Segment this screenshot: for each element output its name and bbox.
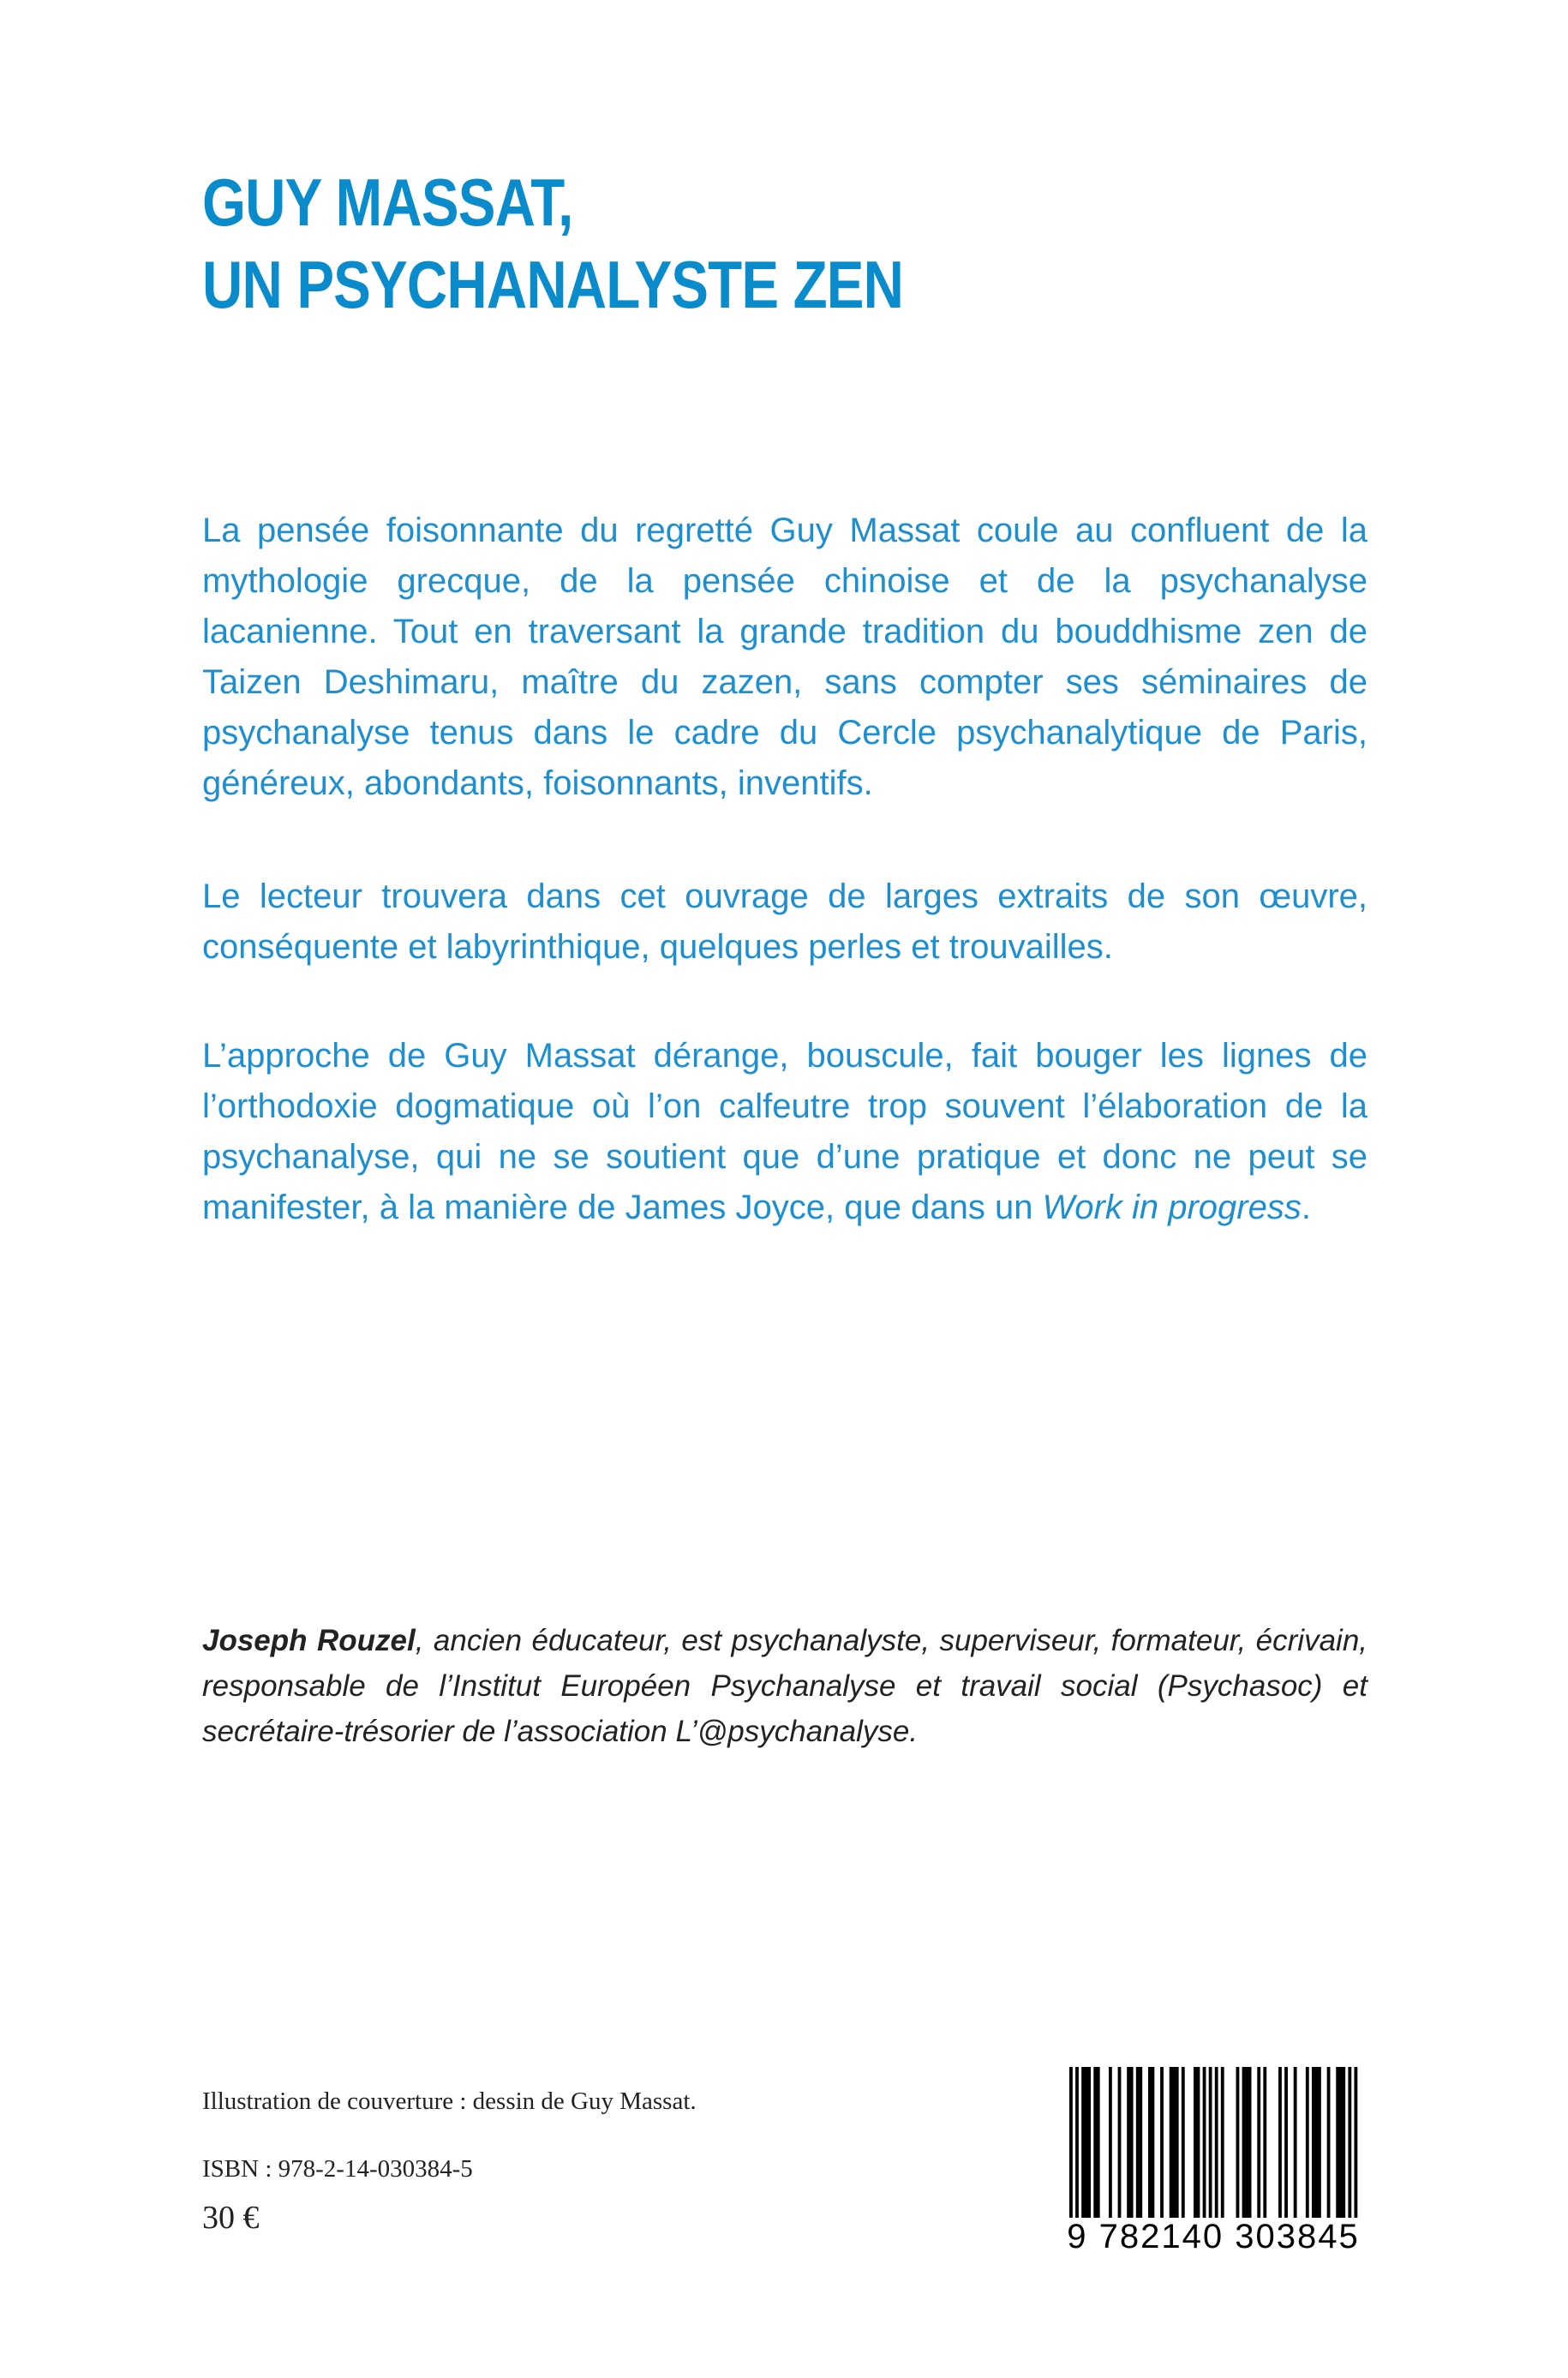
barcode-bar [1172, 2067, 1176, 2221]
barcode-bar [1097, 2067, 1100, 2221]
barcode-bar [1139, 2067, 1142, 2221]
title-line-1: GUY MASSAT, [202, 165, 573, 240]
barcode-bar [1257, 2067, 1260, 2221]
barcode-bar [1093, 2067, 1097, 2221]
barcode-bar [1336, 2067, 1339, 2221]
barcode-bar [1085, 2067, 1088, 2221]
illustration-credit: Illustration de couverture : dessin de Guy Massat. [202, 2087, 697, 2115]
barcode-digits: 9 782140 303845 [1059, 2218, 1368, 2255]
barcode-bar [1215, 2067, 1218, 2221]
barcode-bar [1209, 2067, 1212, 2221]
barcode-bar [1242, 2067, 1246, 2221]
barcode-bar [1342, 2067, 1345, 2221]
barcode-bar [1248, 2067, 1252, 2221]
author-bio-text: , ancien éducateur, est psychanalyste, superviseur, formateur, écrivain, responsable de l’Institut Européen Psychanalyse et travail social (Psychasoc) et secrétaire-trésorier de l’association L’@psychanalyse. [202, 1624, 1368, 1748]
barcode-bar [1354, 2067, 1357, 2221]
barcode-bar [1194, 2067, 1197, 2221]
book-title [202, 161, 903, 326]
blurb-3-period: . [1301, 1189, 1311, 1226]
barcode-bar [1263, 2067, 1266, 2221]
author-bio [202, 1618, 1368, 1754]
barcode-bar [1245, 2067, 1248, 2221]
barcode-bar [1182, 2067, 1185, 2221]
blurb-3-text: L’approche de Guy Massat dérange, bouscule, fait bouger les lignes de l’orthodoxie dogmatique où l’on calfeutre trop souvent l’élaboration de la psychanalyse, qui ne se soutient que d’une pratique et donc ne peut se manifester, à la manière de James Joyce, que dans un [202, 1037, 1368, 1226]
barcode-bar [1069, 2067, 1073, 2221]
barcode-bar [1197, 2067, 1200, 2221]
isbn-barcode [1059, 2067, 1368, 2255]
barcode-bar [1160, 2067, 1164, 2221]
barcode-bar [1075, 2067, 1079, 2221]
barcode-bar [1278, 2067, 1282, 2221]
barcode-bar [1306, 2067, 1309, 2221]
barcode-bar [1151, 2067, 1154, 2221]
price: 30 € [202, 2200, 260, 2236]
barcode-bar [1127, 2067, 1130, 2221]
barcode-bar [1109, 2067, 1112, 2221]
blurb-paragraph-3 [202, 1031, 1368, 1233]
barcode-bar [1318, 2067, 1321, 2221]
barcode-bar [1348, 2067, 1351, 2221]
barcode-bar [1314, 2067, 1318, 2221]
barcode-bar [1236, 2067, 1240, 2221]
barcode-bar [1118, 2067, 1122, 2221]
barcode-bar [1136, 2067, 1140, 2221]
author-name: Joseph Rouzel [202, 1624, 416, 1657]
barcode-bar [1148, 2067, 1152, 2221]
barcode-bar [1221, 2067, 1224, 2221]
barcode-bar [1327, 2067, 1331, 2221]
isbn-number: ISBN : 978-2-14-030384-5 [202, 2155, 473, 2183]
blurb-paragraph-2: Le lecteur trouvera dans cet ouvrage de larges extraits de son œuvre, conséquente et labyrinthique, quelques perles et trouvailles. [202, 878, 1368, 966]
work-title-italic: Work in progress [1042, 1189, 1302, 1226]
barcode-bar [1176, 2067, 1179, 2221]
barcode-bars [1059, 2067, 1368, 2221]
barcode-bar [1339, 2067, 1343, 2221]
blurb-paragraph-1: La pensée foisonnante du regretté Guy Massat coule au confluent de la mythologie grecque, de la pensée chinoise et de la psychanalyse lacanienne. Tout en traversant la grande tradition du bouddhisme zen de Taizen Deshimaru, maître du zazen, sans compter ses séminaires de psychanalyse tenus dans le cadre du Cercle psychanalytique de Paris, généreux, abondants, foisonnants, inventifs. [202, 512, 1368, 802]
title-line-2: UN PSYCHANALYSTE ZEN [202, 247, 904, 322]
barcode-bar [1081, 2067, 1085, 2221]
barcode-bar [1170, 2067, 1173, 2221]
barcode-bar [1203, 2067, 1206, 2221]
barcode-bar [1284, 2067, 1288, 2221]
barcode-bar [1294, 2067, 1297, 2221]
barcode-bar [1312, 2067, 1315, 2221]
barcode-bar [1130, 2067, 1134, 2221]
barcode-bar [1087, 2067, 1091, 2221]
